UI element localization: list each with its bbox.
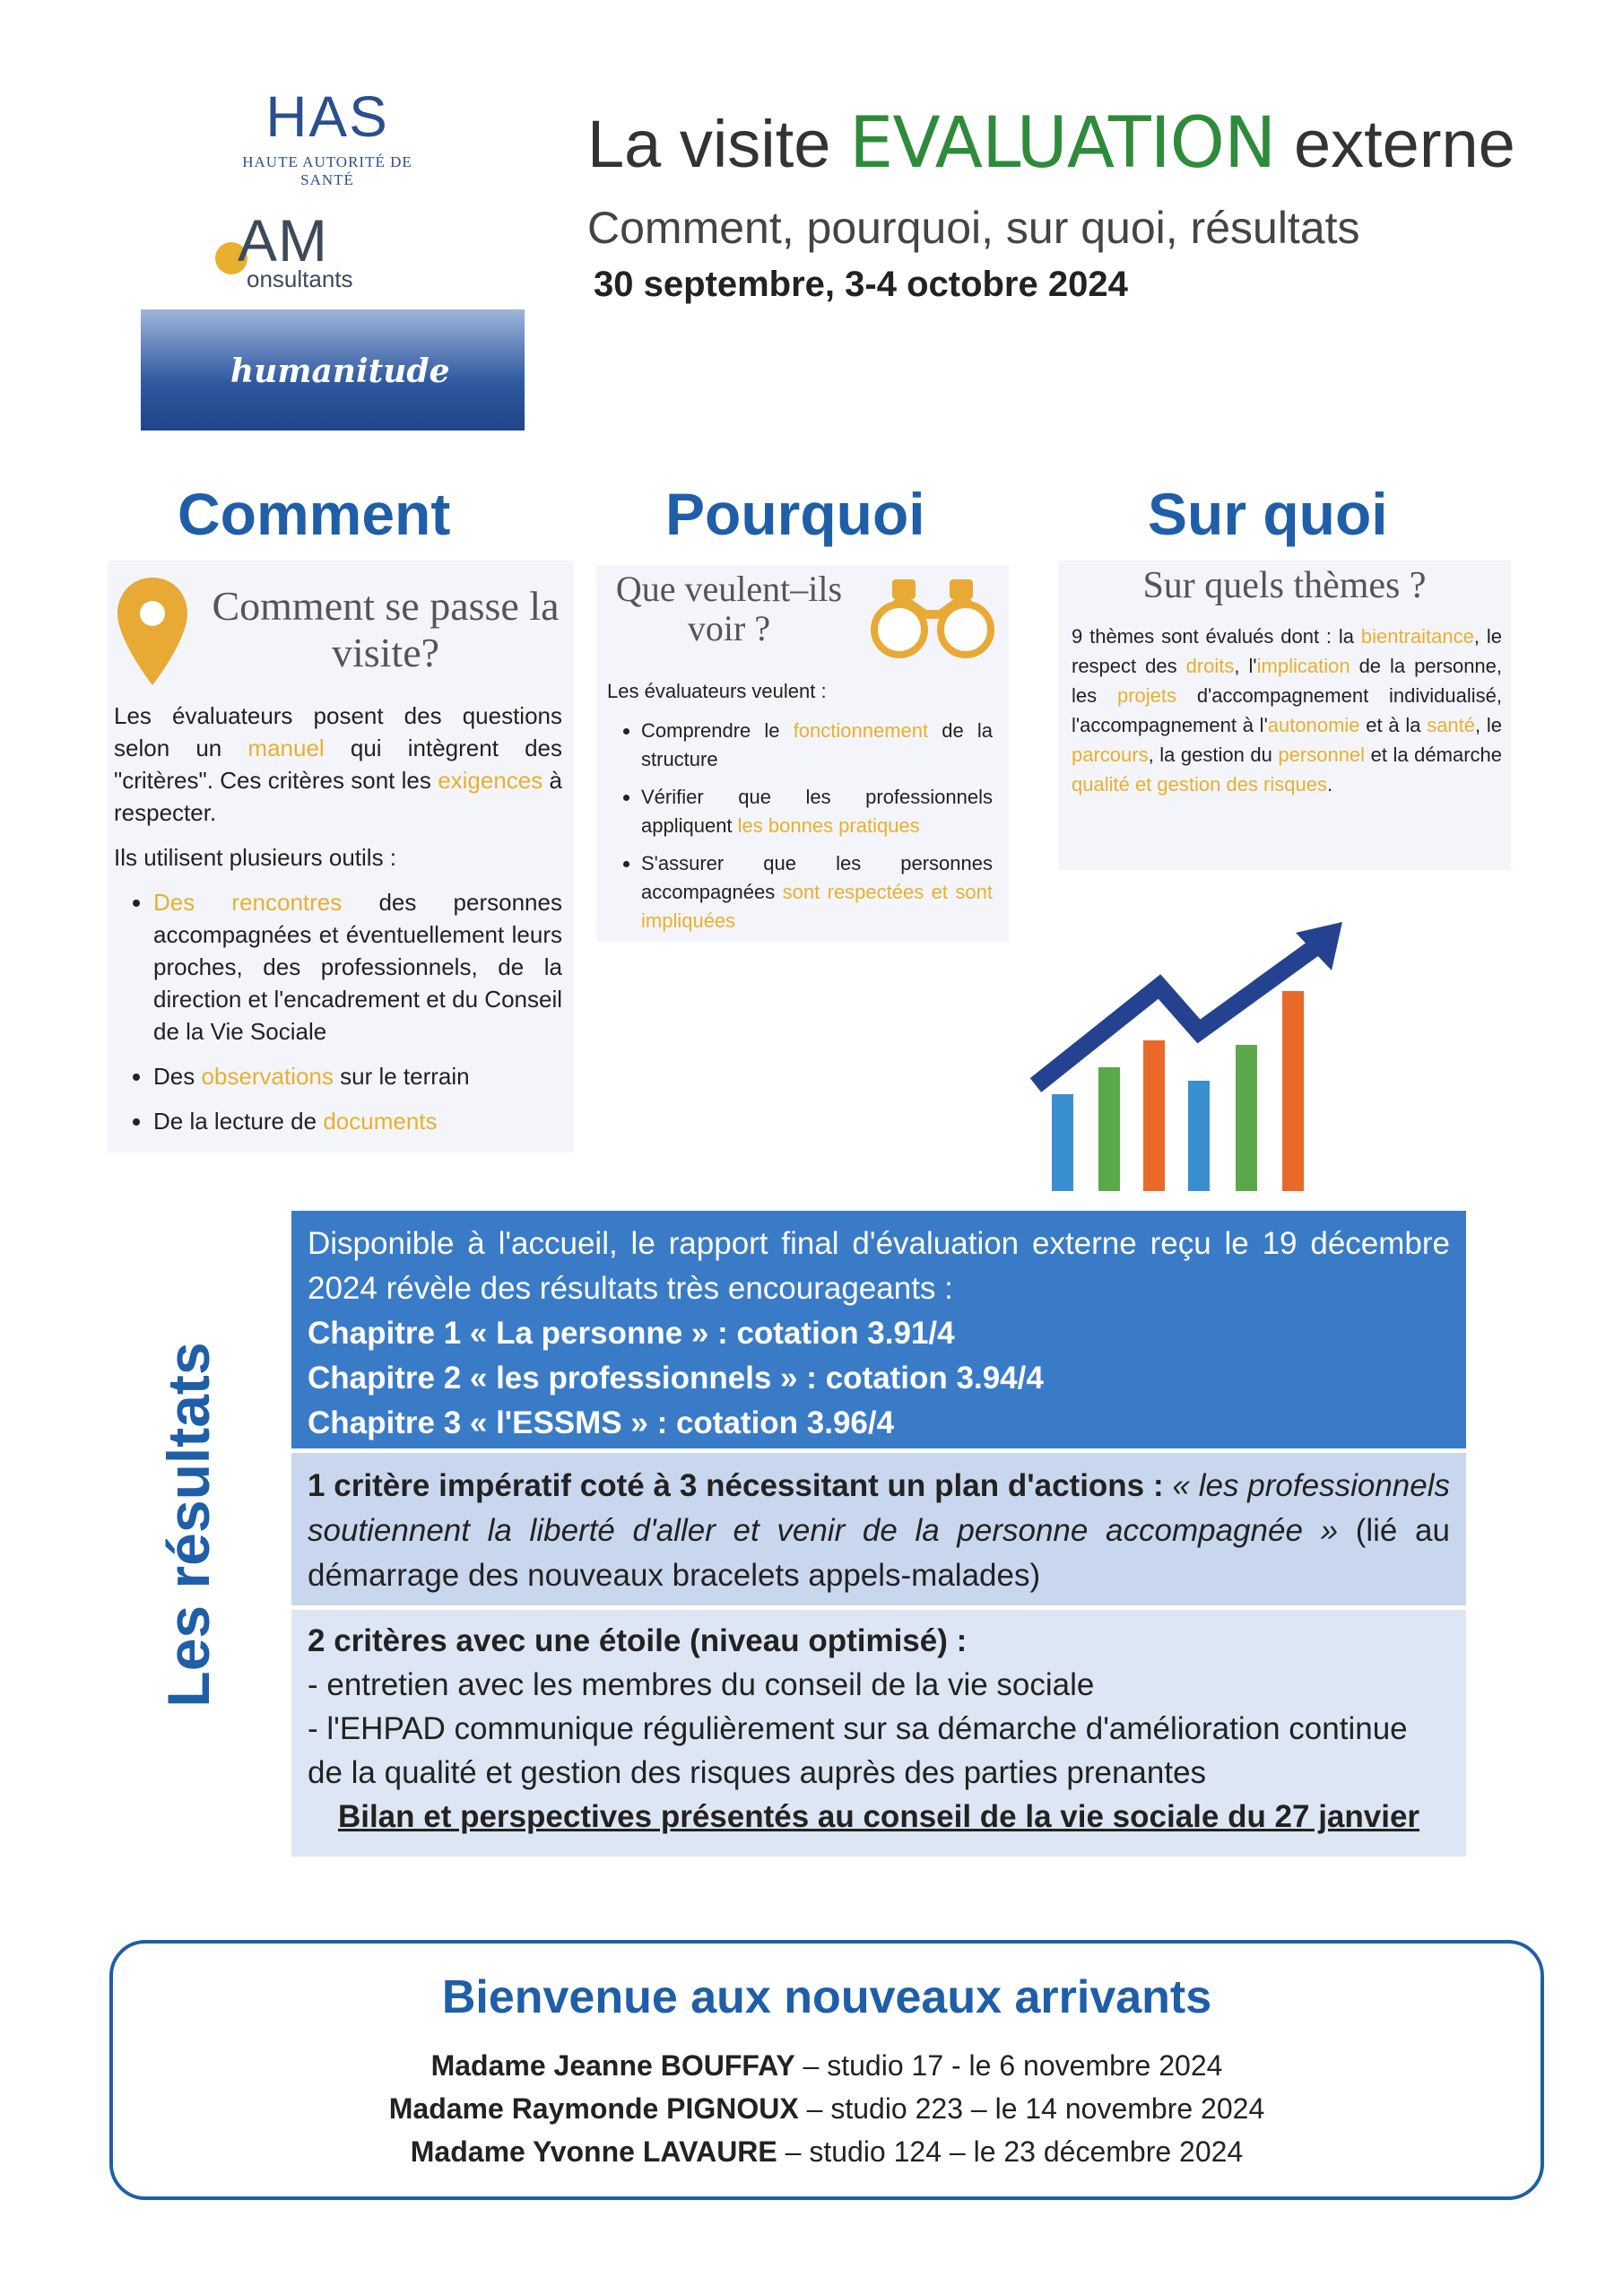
comment-b3-text: De la lecture de <box>153 1108 324 1135</box>
surquoi-text-9: et la démarche <box>1365 744 1502 766</box>
cam-consultants-logo <box>211 206 399 292</box>
list-item <box>641 783 993 840</box>
has-logo-mark: HAS <box>265 84 389 149</box>
resultats-etoile-line-1: - entretien avec les membres du conseil de la vie sociale <box>308 1667 1095 1702</box>
list-item <box>113 2049 1541 2083</box>
resultats-box-summary <box>291 1211 1466 1448</box>
resultats-intro: Disponible à l'accueil, le rapport final d'évaluation externe reçu le 19 décembre 2024 révèle des résultats très encourageants : <box>308 1226 1450 1306</box>
comment-b3-highlight: documents <box>323 1108 438 1135</box>
resultats-imperatif-italic: « les professionnels soutiennent la liberté d'aller et venir de la personne accompagnée » <box>308 1468 1450 1548</box>
comment-b1-highlight: Des rencontres <box>153 889 343 916</box>
pourquoi-body <box>607 677 993 944</box>
surquoi-highlight-droits: droits <box>1185 655 1235 677</box>
surquoi-highlight-implication: implication <box>1256 655 1350 677</box>
surquoi-text-1: 9 thèmes sont évalués dont : la <box>1072 625 1361 648</box>
surquoi-highlight-autonomie: autonomie <box>1267 714 1360 736</box>
comment-p1-text-2: qui intègrent des "critères". Ces critères sont les <box>114 735 563 794</box>
surquoi-text-8: , la gestion du <box>1148 744 1279 766</box>
arrival-details: – studio 124 – le 23 décembre 2024 <box>777 2135 1244 2168</box>
list-item <box>153 886 562 1048</box>
resultats-etoile-title: 2 critères avec une étoile (niveau optimisé) : <box>308 1623 968 1658</box>
resultats-footer: Bilan et perspectives présentés au conseil de la vie sociale du 27 janvier <box>337 1799 1420 1834</box>
surquoi-body <box>1072 622 1502 799</box>
comment-paragraph-1 <box>114 700 562 829</box>
humanitude-logo <box>141 309 525 430</box>
comment-heading: Comment <box>178 481 451 547</box>
has-logo <box>215 85 439 189</box>
surquoi-text-4: de la personne, les <box>1072 655 1503 707</box>
pourquoi-b2-highlight: les bonnes pratiques <box>737 814 920 837</box>
surquoi-text-2: , le respect des <box>1072 625 1502 677</box>
growth-chart-icon <box>1027 906 1358 1193</box>
pourquoi-question: Que veulent–ils voir ? <box>615 569 843 648</box>
pourquoi-list <box>607 717 993 935</box>
resultats-etoile-line-2: - l'EHPAD communique régulièrement sur sa démarche d'amélioration continue de la qualité et gestion des risques auprès des parties prenantes <box>308 1711 1408 1790</box>
humanitude-logo-text: humanitude <box>230 352 450 390</box>
surquoi-highlight-bientraitance: bientraitance <box>1360 625 1474 648</box>
welcome-box <box>109 1940 1544 2200</box>
binoculars-icon <box>865 574 1000 659</box>
pourquoi-b3-highlight: sont respectées et sont impliquées <box>641 881 993 932</box>
list-item <box>641 717 993 774</box>
arrival-name: Madame Raymonde PIGNOUX <box>388 2092 799 2125</box>
resultats-chapter-1: Chapitre 1 « La personne » : cotation 3.91/4 <box>308 1316 955 1351</box>
comment-body <box>114 700 562 1150</box>
arrival-name: Madame Yvonne LAVAURE <box>410 2135 777 2168</box>
pourquoi-b1-text-2: de la structure <box>641 719 993 770</box>
resultats-heading-container <box>139 1327 238 1722</box>
comment-b2-highlight: observations <box>201 1063 334 1090</box>
arrival-details: – studio 17 - le 6 novembre 2024 <box>794 2049 1223 2082</box>
resultats-imperatif-bold: 1 critère impératif coté à 3 nécessitant un plan d'actions : <box>308 1468 1173 1503</box>
list-item <box>153 1060 562 1092</box>
list-item <box>153 1105 562 1137</box>
comment-tools-list <box>114 886 562 1137</box>
surquoi-text-10: . <box>1326 773 1333 796</box>
list-item <box>113 2135 1541 2169</box>
page-dates: 30 septembre, 3-4 octobre 2024 <box>594 265 1128 304</box>
surquoi-highlight-qualite: qualité et gestion des risques <box>1072 773 1327 796</box>
comment-question: Comment se passe la visite? <box>212 583 560 675</box>
comment-p1-text: Les évaluateurs posent des questions selon un <box>114 702 562 761</box>
surquoi-highlight-projets: projets <box>1116 684 1177 707</box>
title-suffix: externe <box>1275 107 1515 181</box>
cam-logo-subtitle: onsultants <box>247 265 353 292</box>
page-subtitle: Comment, pourquoi, sur quoi, résultats <box>587 203 1360 253</box>
resultats-chapter-3: Chapitre 3 « l'ESSMS » : cotation 3.96/4 <box>308 1405 895 1440</box>
pourquoi-intro: Les évaluateurs veulent : <box>607 680 827 702</box>
comment-paragraph-2: Ils utilisent plusieurs outils : <box>114 844 397 871</box>
resultats-box-etoile <box>291 1610 1466 1857</box>
surquoi-highlight-parcours: parcours <box>1072 744 1149 766</box>
surquoi-text-6: et à la <box>1359 714 1428 736</box>
location-pin-icon <box>112 574 193 691</box>
surquoi-text-7: , le <box>1475 714 1502 736</box>
comment-b2-text-2: sur le terrain <box>333 1063 470 1090</box>
surquoi-text-5: d'accompagnement individualisé, l'accompagnement à l' <box>1072 684 1502 736</box>
pourquoi-heading: Pourquoi <box>665 481 925 547</box>
comment-b1-text: des personnes accompagnées et éventuellement leurs proches, des professionnels, de la direction et l'encadrement et du Conseil de la Vie Sociale <box>153 889 562 1045</box>
title-highlight: EVALUATION <box>849 103 1276 184</box>
resultats-box-imperatif <box>291 1453 1466 1605</box>
resultats-heading: Les résultats <box>155 1342 221 1708</box>
surquoi-text-3: , l' <box>1234 655 1257 677</box>
has-logo-subtitle: HAUTE AUTORITÉ DE SANTÉ <box>242 153 412 188</box>
resultats-imperatif-rest: (lié au démarrage des nouveaux bracelets appels-malades) <box>308 1513 1450 1593</box>
pourquoi-b1-highlight: fonctionnement <box>793 719 929 742</box>
arrival-name: Madame Jeanne BOUFFAY <box>430 2049 795 2082</box>
surquoi-highlight-personnel: personnel <box>1278 744 1366 766</box>
cam-logo-mark: AM <box>238 207 328 274</box>
page-title <box>587 103 1515 184</box>
welcome-title: Bienvenue aux nouveaux arrivants <box>441 1971 1212 2023</box>
pourquoi-b1-text: Comprendre le <box>641 719 794 742</box>
comment-p1-highlight-exigences: exigences <box>438 767 543 794</box>
resultats-chapter-2: Chapitre 2 « les professionnels » : cotation 3.94/4 <box>308 1361 1044 1396</box>
arrival-details: – studio 223 – le 14 novembre 2024 <box>798 2092 1265 2125</box>
comment-b2-text: Des <box>153 1063 202 1090</box>
resultats-imperatif-text <box>308 1464 1450 1598</box>
title-prefix: La visite <box>587 107 850 181</box>
list-item <box>641 849 993 935</box>
surquoi-question: Sur quels thèmes ? <box>1142 565 1427 606</box>
surquoi-heading: Sur quoi <box>1148 481 1388 547</box>
pourquoi-b3-text: S'assurer que les personnes accompagnées <box>641 852 993 903</box>
comment-p1-text-3: à respecter. <box>114 767 563 826</box>
comment-p1-highlight-manuel: manuel <box>247 735 325 761</box>
pourquoi-b2-text: Vérifier que les professionnels appliquent <box>641 786 993 837</box>
surquoi-highlight-sante: santé <box>1427 714 1476 736</box>
list-item <box>113 2092 1541 2126</box>
